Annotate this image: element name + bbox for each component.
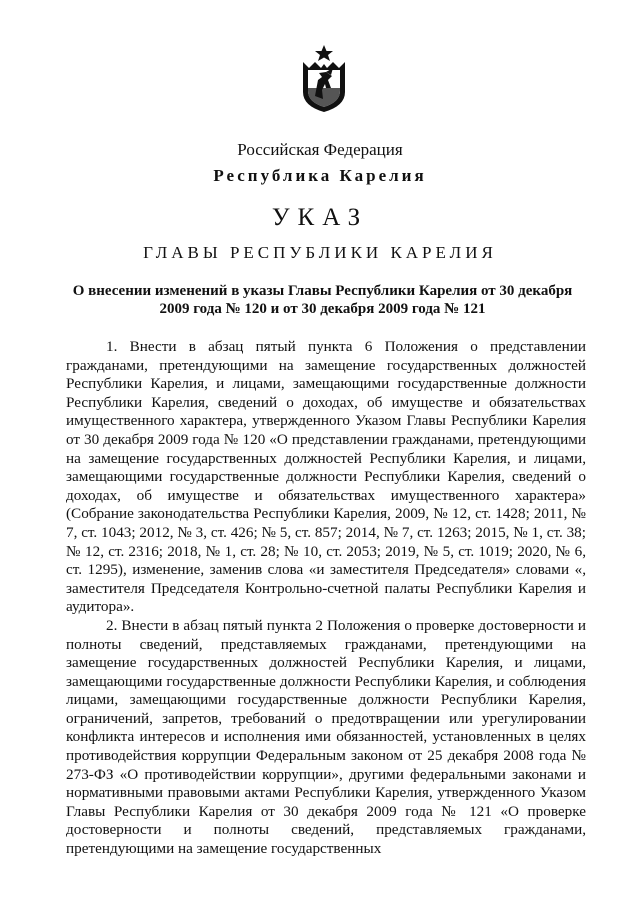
body-paragraph: 1. Внести в абзац пятый пункта 6 Положения о представлении гражданами, претендующими на замещение государственных должностей Республики Карелия, и лицами, замещающими государственные должности Республики Карелия, сведений о доходах, об имуществе и обязательствах имущественного характера, утвержденного Указом Главы Республики Карелия от 30 декабря 2009 года № 120 «О представлении гражданами, претендующими на замещение государственных должностей Республики Карелия, и лицами, замещающими государственные должности Республики Карелия, сведений о доходах, об имуществе и обязательствах имущественного характера» (Собрание законодательства Республики Карелия, 2009, № 12, ст. 1428; 2011, № 7, ст. 1043; 2012, № 3, ст. 426; № 5, ст. 857; 2014, № 7, ст. 1263; 2015, № 1, ст. 38; № 12, ст. 2316; 2018, № 1, ст. 28; № 10, ст. 2053; 2019, № 5, ст. 1019; 2020, № 6, ст. 1295), изменение, заменив слова «и заместителя Председателя» словами «, заместителя Председателя Контрольно-счетной палаты Республики Карелия и аудитора». (66, 338, 586, 616)
document-title: О внесении изменений в указы Главы Республики Карелия от 30 декабря 2009 года № 120 и от 30 декабря 2009 года № 121 (72, 283, 573, 317)
karelia-coat-of-arms-icon (295, 44, 353, 114)
document-body (66, 338, 586, 859)
country-name: Российская Федерация (237, 140, 403, 159)
body-paragraph: 2. Внести в абзац пятый пункта 2 Положения о проверке достоверности и полноты сведений, представляемых гражданами, претендующими на замещение государственных должностей Республики Карелия, и лицами, замещающими государственные должности Республики Карелия, и соблюдения лицами, замещающими государственные должности Республики Карелия, ограничений, запретов, требований о предотвращении или урегулировании конфликта интересов и исполнения ими обязанностей, установленных в целях противодействия коррупции Федеральным законом от 25 декабря 2008 года № 273-ФЗ «О противодействии коррупции», другими федеральными законами и нормативными правовыми актами Республики Карелия, утвержденного Указом Главы Республики Карелия от 30 декабря 2009 года № 121 «О проверке достоверности и полноты сведений, представляемых гражданами, претендующими на замещение государственных (66, 616, 586, 858)
document-type: УКАЗ (271, 204, 369, 231)
document-issuer: ГЛАВЫ РЕСПУБЛИКИ КАРЕЛИЯ (143, 243, 497, 262)
republic-name: Республика Карелия (213, 166, 427, 185)
